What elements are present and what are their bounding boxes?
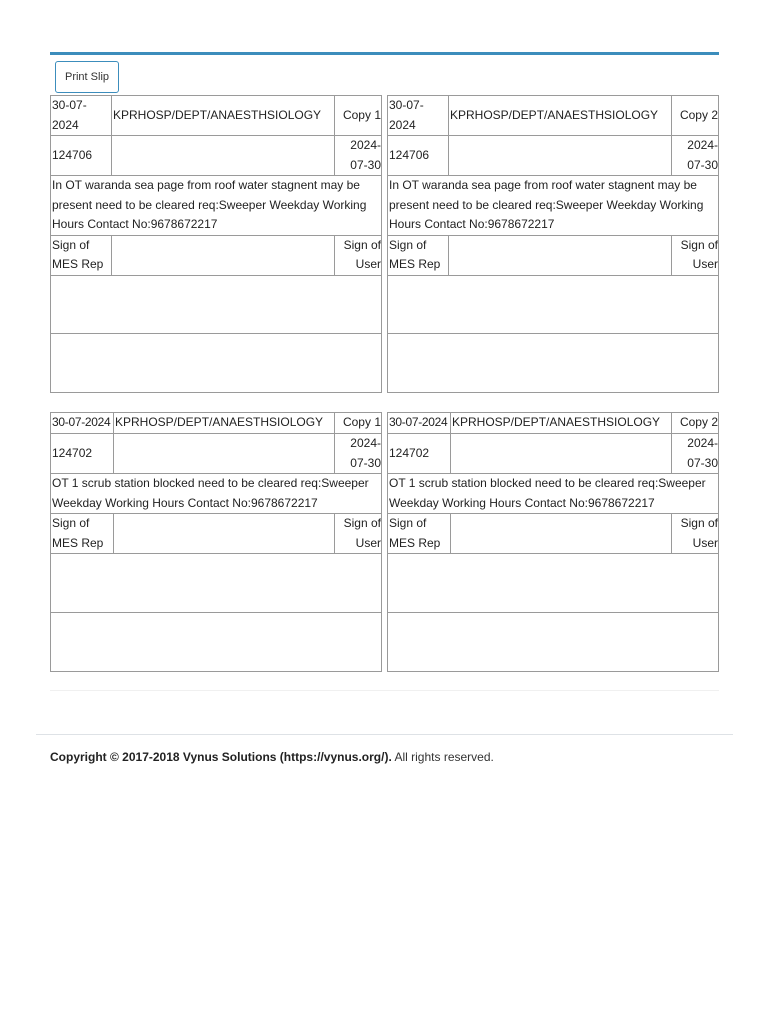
sign-mes-rep-label: Sign of MES Rep: [388, 514, 451, 554]
slip-blank-cell: [451, 434, 672, 474]
slip-date-iso: 2024-07-30: [672, 136, 719, 176]
signature-area: [388, 613, 719, 672]
slip-department: KPRHOSP/DEPT/ANAESTHSIOLOGY: [114, 413, 335, 434]
slip-department: KPRHOSP/DEPT/ANAESTHSIOLOGY: [112, 96, 335, 136]
slip-number: 124702: [51, 434, 114, 474]
slip-department: KPRHOSP/DEPT/ANAESTHSIOLOGY: [449, 96, 672, 136]
slip-copy-label: Copy 2: [672, 413, 719, 434]
print-slip-button[interactable]: Print Slip: [55, 61, 119, 93]
slip-department: KPRHOSP/DEPT/ANAESTHSIOLOGY: [451, 413, 672, 434]
slip-date: 30-07-2024: [388, 96, 449, 136]
slip-number: 124706: [51, 136, 112, 176]
signature-area: [51, 333, 382, 392]
footer-divider: [36, 734, 733, 735]
slip-copy-label: Copy 1: [335, 96, 382, 136]
slip-description: In OT waranda sea page from roof water stagnent may be present need to be cleared req:Sweeper Weekday Working Hours Contact No:9678672217: [51, 176, 382, 236]
slip-date: 30-07-2024: [51, 413, 114, 434]
slip-description: OT 1 scrub station blocked need to be cleared req:Sweeper Weekday Working Hours Contact No:9678672217: [388, 474, 719, 514]
slip-date-iso: 2024-07-30: [335, 434, 382, 474]
footer: [50, 750, 494, 764]
sign-blank-cell: [451, 514, 672, 554]
sign-blank-cell: [449, 235, 672, 275]
signature-area: [388, 333, 719, 392]
sign-blank-cell: [114, 514, 335, 554]
slip-table-124706-copy2: [387, 95, 719, 393]
signature-area: [388, 275, 719, 333]
sign-mes-rep-label: Sign of MES Rep: [388, 235, 449, 275]
slip-date-iso: 2024-07-30: [672, 434, 719, 474]
slip-number: 124702: [388, 434, 451, 474]
slip-blank-cell: [114, 434, 335, 474]
sign-user-label: Sign of User: [672, 514, 719, 554]
slip-copy-label: Copy 1: [335, 413, 382, 434]
slip-description: OT 1 scrub station blocked need to be cleared req:Sweeper Weekday Working Hours Contact No:9678672217: [51, 474, 382, 514]
slip-description: In OT waranda sea page from roof water stagnent may be present need to be cleared req:Sweeper Weekday Working Hours Contact No:9678672217: [388, 176, 719, 236]
sign-blank-cell: [112, 235, 335, 275]
slip-date-iso: 2024-07-30: [335, 136, 382, 176]
slip-table-124706-copy1: [50, 95, 382, 393]
slip-blank-cell: [449, 136, 672, 176]
slip-copy-label: Copy 2: [672, 96, 719, 136]
slip-date: 30-07-2024: [388, 413, 451, 434]
slip-blank-cell: [112, 136, 335, 176]
footer-rights: All rights reserved.: [391, 750, 494, 764]
signature-area: [51, 275, 382, 333]
slip-table-124702-copy2: [387, 412, 719, 672]
slip-number: 124706: [388, 136, 449, 176]
sign-user-label: Sign of User: [335, 235, 382, 275]
sign-mes-rep-label: Sign of MES Rep: [51, 514, 114, 554]
signature-area: [51, 554, 382, 613]
slip-table-124702-copy1: [50, 412, 382, 672]
signature-area: [51, 613, 382, 672]
signature-area: [388, 554, 719, 613]
sign-user-label: Sign of User: [672, 235, 719, 275]
slip-panel: [50, 52, 719, 691]
sign-user-label: Sign of User: [335, 514, 382, 554]
sign-mes-rep-label: Sign of MES Rep: [51, 235, 112, 275]
footer-copyright: Copyright © 2017-2018 Vynus Solutions (https://vynus.org/).: [50, 750, 392, 764]
slip-date: 30-07-2024: [51, 96, 112, 136]
